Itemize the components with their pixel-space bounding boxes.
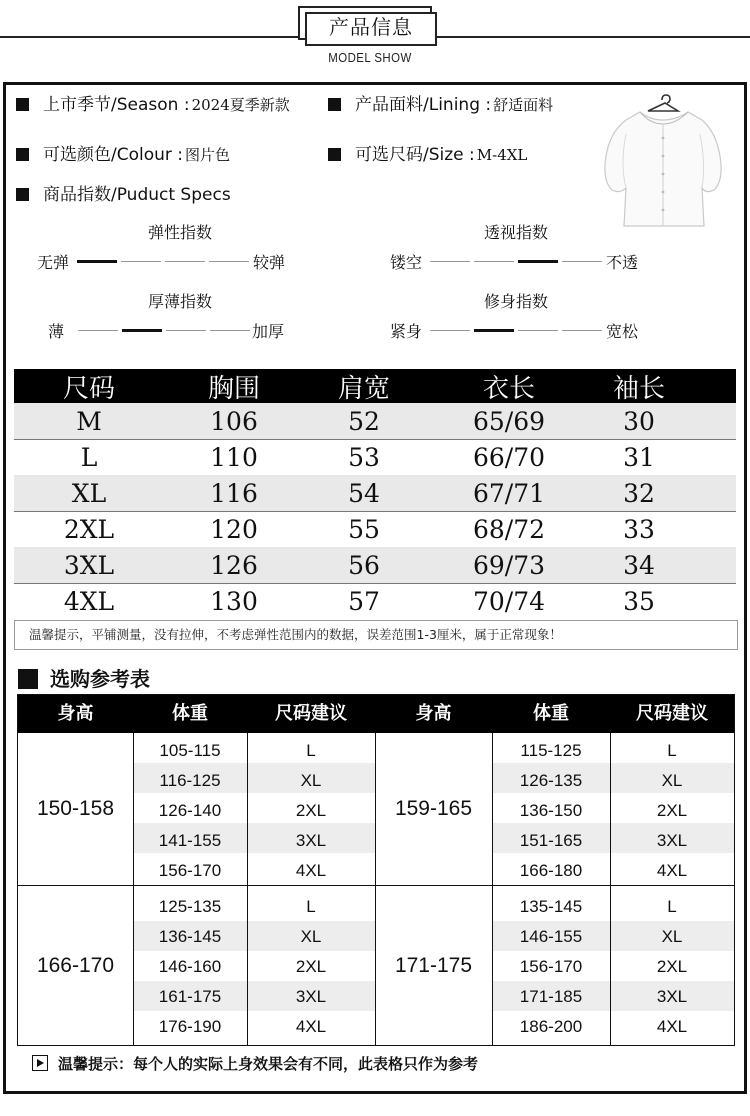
size-table-header bbox=[14, 369, 736, 403]
size-header-cell: 尺码 bbox=[62, 373, 115, 404]
height-header-cell: 身高 bbox=[415, 703, 452, 724]
weight-cell: 136-145 bbox=[158, 927, 222, 946]
block-divider bbox=[18, 885, 734, 886]
scale-segment-1 bbox=[77, 260, 117, 263]
shoulder-cell: 53 bbox=[348, 442, 380, 472]
chest-cell: 130 bbox=[210, 586, 258, 616]
weight-cell: 156-170 bbox=[519, 957, 583, 976]
table-row bbox=[14, 511, 736, 547]
weight-cell: 161-175 bbox=[158, 987, 222, 1006]
weight-cell: 186-200 bbox=[519, 1017, 583, 1036]
specs-row bbox=[16, 183, 231, 207]
bullet-square-icon bbox=[328, 148, 341, 161]
shoulder-cell: 57 bbox=[348, 586, 380, 616]
chest-cell: 120 bbox=[210, 514, 258, 544]
scale-segment-2 bbox=[474, 329, 514, 332]
reference-table bbox=[17, 694, 735, 1046]
size-advice-header-cell: 尺码建议 bbox=[636, 703, 708, 724]
scale-segment-4 bbox=[210, 330, 250, 331]
size-value: M-4XL bbox=[476, 146, 528, 164]
weight-cell: 115-125 bbox=[520, 741, 582, 760]
scale-segment-3 bbox=[165, 261, 205, 262]
measurement-note: 温馨提示，平铺测量，没有拉伸，不考虑弹性范围内的数据，误差范围1-3厘米，属于正常现象！ bbox=[14, 620, 738, 650]
weight-cell: 146-155 bbox=[519, 927, 583, 946]
elasticity-scale bbox=[37, 250, 297, 272]
scale-segment-4 bbox=[562, 261, 602, 262]
shoulder-cell: 52 bbox=[348, 406, 380, 436]
size-cell: 4XL bbox=[63, 586, 115, 616]
size-advice-cell: 2XL bbox=[656, 801, 688, 820]
size-advice-cell: XL bbox=[661, 771, 683, 790]
bullet-square-icon bbox=[16, 188, 29, 201]
scale-segment-1 bbox=[78, 330, 118, 331]
bullet-square-icon bbox=[18, 669, 38, 689]
size-cell: M bbox=[76, 406, 102, 436]
colour-row bbox=[16, 143, 230, 167]
weight-cell: 141-155 bbox=[158, 831, 222, 850]
chest-cell: 110 bbox=[210, 442, 258, 472]
elasticity-left-label: 无弹 bbox=[37, 253, 70, 272]
header-subtitle: MODEL SHOW bbox=[328, 50, 412, 65]
season-row bbox=[16, 93, 290, 117]
weight-cell: 146-160 bbox=[158, 957, 222, 976]
fit-title: 修身指数 bbox=[483, 292, 548, 311]
length-cell: 66/70 bbox=[472, 442, 546, 472]
size-advice-cell: 4XL bbox=[295, 861, 327, 880]
elasticity-right-label: 较弹 bbox=[253, 253, 286, 272]
reference-table-header bbox=[18, 695, 734, 733]
scale-segment-4 bbox=[562, 330, 602, 331]
colour-label: 可选颜色/Colour : bbox=[43, 145, 184, 165]
scale-segment-3 bbox=[518, 330, 558, 331]
weight-cell: 136-150 bbox=[519, 801, 583, 820]
size-advice-cell: L bbox=[667, 741, 677, 760]
weight-cell: 126-135 bbox=[519, 771, 583, 790]
sleeve-cell: 33 bbox=[623, 514, 655, 544]
scale-segment-2 bbox=[122, 329, 162, 332]
play-icon bbox=[32, 1055, 48, 1071]
transparency-left-label: 镂空 bbox=[390, 253, 423, 272]
weight-cell: 105-115 bbox=[159, 741, 221, 760]
length-cell: 65/69 bbox=[472, 406, 546, 436]
height-range-cell: 166-170 bbox=[36, 954, 115, 977]
length-header-cell: 衣长 bbox=[482, 373, 535, 404]
size-advice-cell: XL bbox=[661, 927, 683, 946]
size-advice-cell: L bbox=[306, 741, 316, 760]
header-title: 产品信息 bbox=[329, 15, 413, 39]
reference-title-row bbox=[18, 666, 150, 692]
size-advice-cell: 3XL bbox=[656, 987, 688, 1006]
height-header-cell: 身高 bbox=[57, 703, 94, 724]
sleeve-cell: 30 bbox=[623, 406, 655, 436]
scale-segment-2 bbox=[121, 261, 161, 262]
height-range-cell: 150-158 bbox=[36, 797, 115, 820]
weight-cell: 176-190 bbox=[158, 1017, 222, 1036]
transparency-scale bbox=[390, 250, 650, 272]
reference-title: 选购参考表 bbox=[50, 667, 150, 691]
fit-left-label: 紧身 bbox=[390, 322, 423, 341]
header-rule-left bbox=[0, 36, 305, 38]
scale-segment-2 bbox=[474, 261, 514, 262]
sleeve-cell: 35 bbox=[623, 586, 655, 616]
shoulder-cell: 56 bbox=[348, 550, 380, 580]
table-row bbox=[14, 583, 736, 619]
size-advice-cell: L bbox=[306, 897, 316, 916]
size-advice-cell: 2XL bbox=[656, 957, 688, 976]
weight-cell: 116-125 bbox=[159, 771, 221, 790]
scale-segment-1 bbox=[430, 330, 470, 331]
section-header bbox=[0, 0, 750, 80]
size-advice-cell: XL bbox=[300, 771, 322, 790]
bullet-square-icon bbox=[16, 98, 29, 111]
season-value: 2024夏季新款 bbox=[191, 96, 290, 114]
length-cell: 68/72 bbox=[472, 514, 546, 544]
weight-cell: 171-185 bbox=[519, 987, 583, 1006]
transparency-title: 透视指数 bbox=[483, 223, 548, 242]
colour-value: 图片色 bbox=[185, 146, 231, 164]
size-label: 可选尺码/Size : bbox=[355, 145, 475, 165]
lining-label: 产品面料/Lining : bbox=[355, 95, 492, 115]
bullet-square-icon bbox=[328, 98, 341, 111]
size-advice-cell: 2XL bbox=[295, 801, 327, 820]
sleeve-cell: 34 bbox=[623, 550, 655, 580]
thickness-scale bbox=[48, 319, 308, 341]
size-advice-cell: 4XL bbox=[295, 1017, 327, 1036]
size-advice-header-cell: 尺码建议 bbox=[275, 703, 347, 724]
header-rule-right bbox=[436, 36, 750, 38]
length-cell: 67/71 bbox=[472, 478, 546, 508]
weight-header-cell: 体重 bbox=[533, 703, 569, 724]
size-advice-cell: 4XL bbox=[656, 1017, 688, 1036]
weight-cell: 166-180 bbox=[519, 861, 583, 880]
thickness-title: 厚薄指数 bbox=[147, 292, 212, 311]
thickness-left-label: 薄 bbox=[48, 322, 65, 341]
size-cell: L bbox=[80, 442, 98, 472]
size-advice-cell: 3XL bbox=[656, 831, 688, 850]
thickness-right-label: 加厚 bbox=[252, 322, 285, 341]
fit-right-label: 宽松 bbox=[606, 322, 639, 341]
table-row bbox=[14, 475, 736, 511]
chest-cell: 126 bbox=[210, 550, 258, 580]
fit-scale bbox=[390, 319, 650, 341]
elasticity-title: 弹性指数 bbox=[147, 223, 212, 242]
weight-cell: 135-145 bbox=[519, 897, 583, 916]
bullet-square-icon bbox=[16, 148, 29, 161]
weight-cell: 126-140 bbox=[158, 801, 222, 820]
season-label: 上市季节/Season : bbox=[43, 95, 190, 115]
scale-segment-1 bbox=[430, 261, 470, 262]
table-row bbox=[14, 547, 736, 583]
size-cell: 2XL bbox=[63, 514, 115, 544]
lining-row bbox=[328, 93, 553, 117]
weight-header-cell: 体重 bbox=[172, 703, 208, 724]
sleeve-header-cell: 袖长 bbox=[612, 373, 665, 404]
scale-segment-3 bbox=[166, 330, 206, 331]
table-row bbox=[14, 403, 736, 439]
size-advice-cell: 3XL bbox=[295, 987, 327, 1006]
sleeve-cell: 32 bbox=[623, 478, 655, 508]
specs-label: 商品指数/Puduct Specs bbox=[43, 185, 231, 205]
product-blouse-image bbox=[598, 94, 728, 229]
size-advice-cell: XL bbox=[300, 927, 322, 946]
chest-cell: 116 bbox=[210, 478, 258, 508]
length-cell: 69/73 bbox=[472, 550, 546, 580]
chest-header-cell: 胸围 bbox=[207, 373, 260, 404]
footnote-row bbox=[32, 1053, 478, 1075]
size-advice-cell: 2XL bbox=[295, 957, 327, 976]
weight-cell: 151-165 bbox=[519, 831, 583, 850]
chest-cell: 106 bbox=[210, 406, 258, 436]
size-cell: XL bbox=[71, 478, 107, 508]
shoulder-header-cell: 肩宽 bbox=[337, 373, 390, 404]
transparency-right-label: 不透 bbox=[606, 253, 639, 272]
weight-cell: 125-135 bbox=[158, 897, 222, 916]
size-advice-cell: 3XL bbox=[295, 831, 327, 850]
size-advice-cell: L bbox=[667, 897, 677, 916]
scale-segment-3 bbox=[518, 260, 558, 263]
lining-value: 舒适面料 bbox=[493, 96, 554, 114]
height-range-cell: 171-175 bbox=[394, 954, 473, 977]
height-range-cell: 159-165 bbox=[394, 797, 473, 820]
length-cell: 70/74 bbox=[472, 586, 546, 616]
footnote-text: 温馨提示：每个人的实际上身效果会有不同，此表格只作为参考 bbox=[58, 1055, 479, 1073]
scale-segment-4 bbox=[209, 261, 249, 262]
table-row bbox=[14, 439, 736, 475]
sleeve-cell: 31 bbox=[623, 442, 655, 472]
weight-cell: 156-170 bbox=[158, 861, 222, 880]
size-cell: 3XL bbox=[63, 550, 115, 580]
size-advice-cell: 4XL bbox=[656, 861, 688, 880]
shoulder-cell: 54 bbox=[348, 478, 380, 508]
size-row bbox=[328, 143, 527, 167]
shoulder-cell: 55 bbox=[348, 514, 380, 544]
